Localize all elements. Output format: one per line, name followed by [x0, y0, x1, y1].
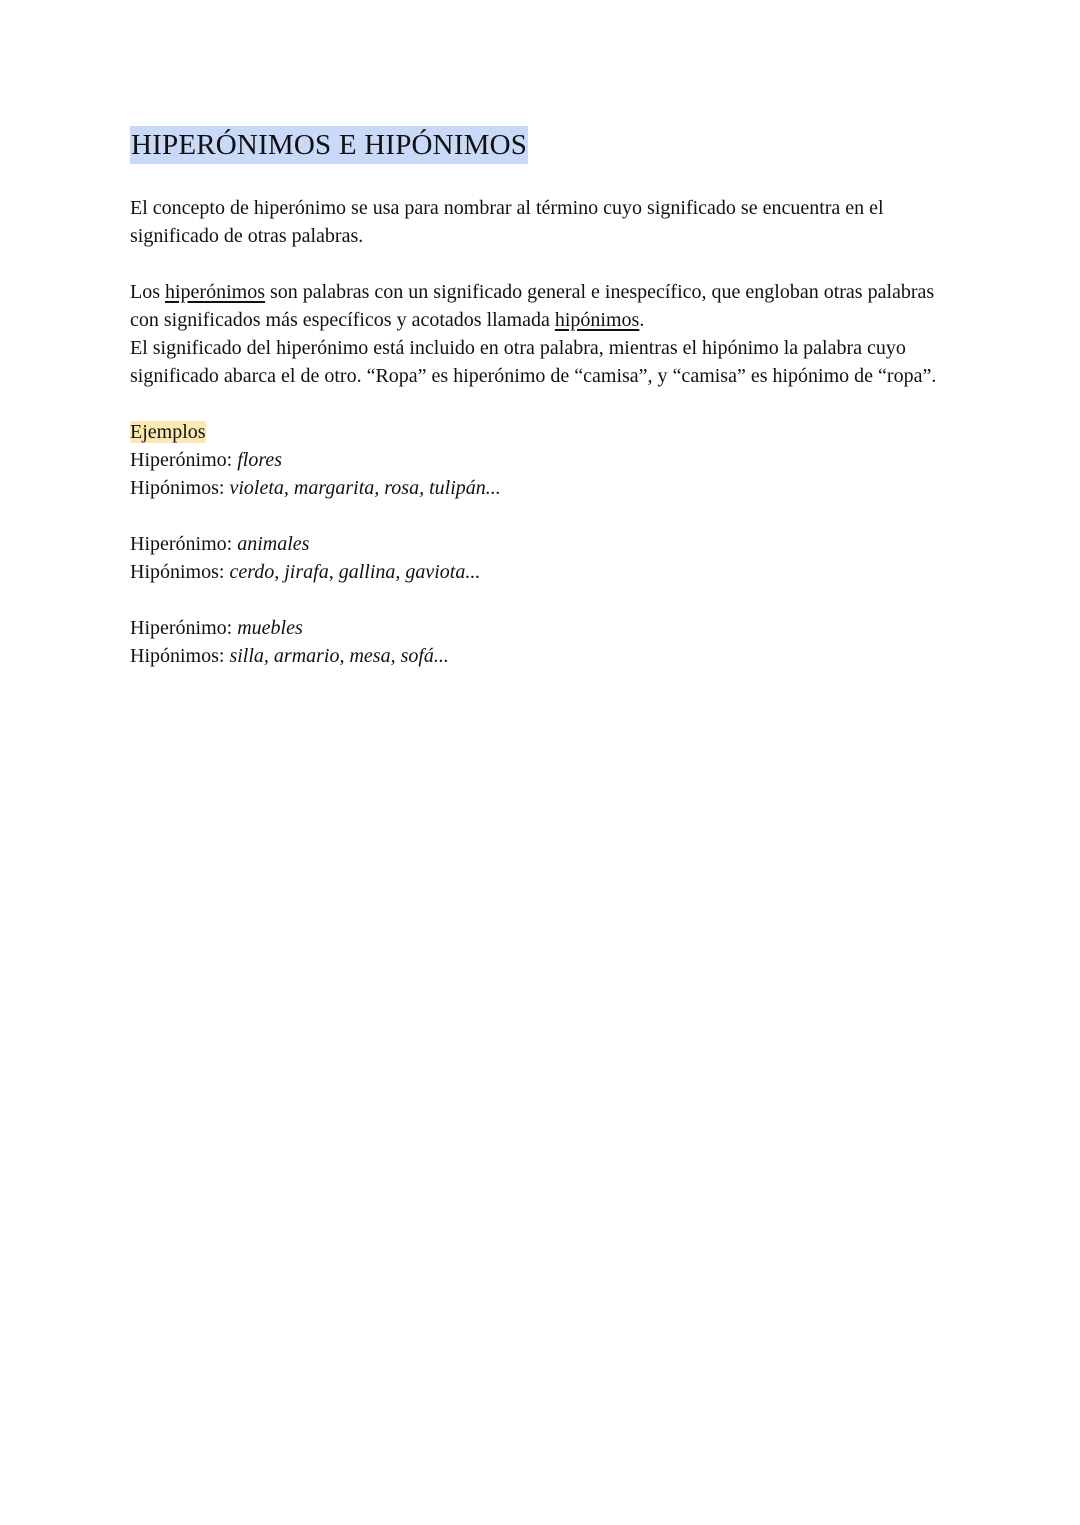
- hyperonym-value: animales: [237, 533, 310, 555]
- examples-heading-line: [130, 418, 960, 446]
- example-hyponyms-line: [130, 642, 960, 670]
- term-hyperonyms: hiperónimos: [165, 281, 265, 303]
- paragraph-spacer: [130, 250, 960, 278]
- definition-text-3: .: [639, 309, 645, 331]
- intro-paragraph: El concepto de hiperónimo se usa para nombrar al término cuyo significado se encuentra en el significado de otras palabras.: [130, 197, 884, 247]
- hyponyms-value: cerdo, jirafa, gallina, gaviota...: [229, 561, 481, 583]
- example-hyponyms-line: [130, 474, 960, 502]
- example-hyperonym-line: [130, 446, 960, 474]
- hyponyms-value: violeta, margarita, rosa, tulipán...: [229, 477, 501, 499]
- hyponyms-label: Hipónimos:: [130, 477, 230, 499]
- hyperonym-value: muebles: [237, 617, 303, 639]
- example-hyperonym-line: [130, 614, 960, 642]
- hyperonym-label: Hiperónimo:: [130, 533, 238, 555]
- paragraph-spacer: [130, 390, 960, 418]
- hyponyms-value: silla, armario, mesa, sofá...: [229, 645, 449, 667]
- definition-text-2: son palabras con un significado general e inespecífico, que engloban otras palabras con significados más específicos y acotados llamada: [130, 281, 935, 331]
- definition-paragraph-2: El significado del hiperónimo está incluido en otra palabra, mientras el hipónimo la palabra cuyo significado abarca el de otro. “Ropa” es hiperónimo de “camisa”, y “camisa” es hipónimo de “ropa”.: [130, 337, 937, 387]
- term-hyponyms: hipónimos: [554, 309, 640, 331]
- paragraph-spacer: [130, 586, 960, 614]
- document-body: [130, 126, 960, 670]
- hyperonym-label: Hiperónimo:: [130, 449, 238, 471]
- document-title: HIPERÓNIMOS E HIPÓNIMOS: [130, 126, 528, 164]
- example-hyperonym-line: [130, 530, 960, 558]
- definition-text-1: Los: [130, 281, 165, 303]
- hyperonym-label: Hiperónimo:: [130, 617, 238, 639]
- examples-heading: Ejemplos: [130, 421, 206, 443]
- hyperonym-value: flores: [237, 449, 283, 471]
- definition-paragraph: [130, 278, 960, 334]
- paragraph-spacer: [130, 502, 960, 530]
- hyponyms-label: Hipónimos:: [130, 645, 230, 667]
- example-hyponyms-line: [130, 558, 960, 586]
- hyponyms-label: Hipónimos:: [130, 561, 230, 583]
